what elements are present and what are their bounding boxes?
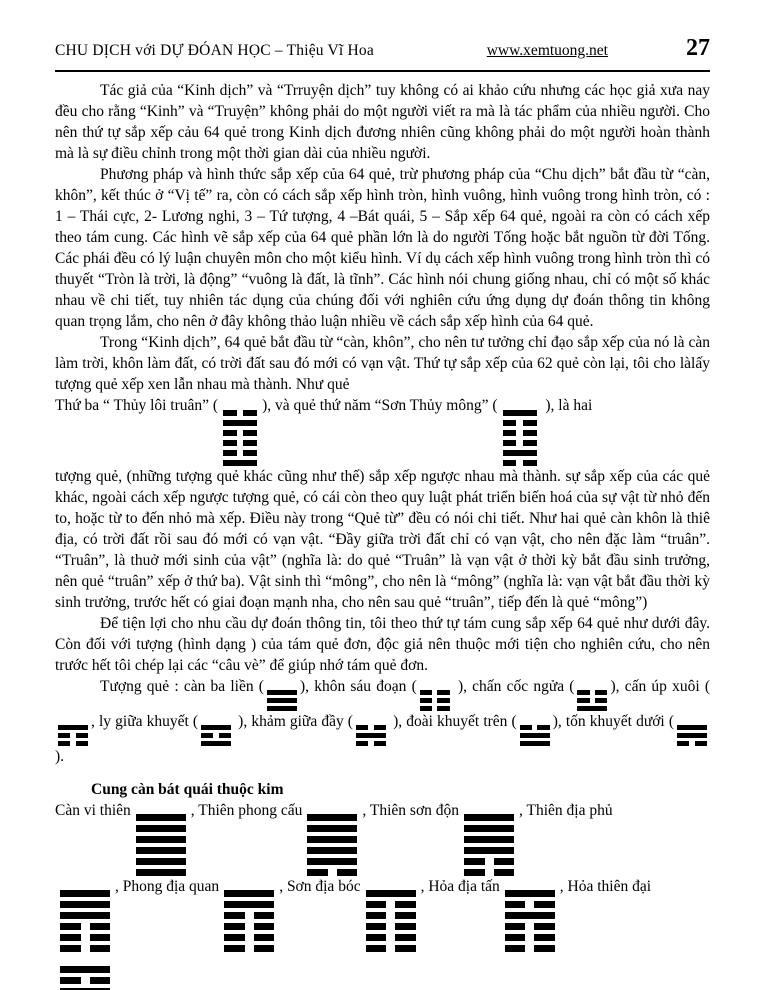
text-fragment: , Sơn địa bóc: [279, 878, 361, 895]
text-fragment: , Thiên phong cấu: [190, 802, 303, 819]
trigram-kham: [356, 725, 386, 746]
text-fragment: , Thiên địa phủ: [519, 802, 613, 819]
trigram-doai: [520, 725, 550, 746]
page-header: [55, 35, 710, 61]
header-divider: [55, 70, 710, 72]
text-fragment: Tượng quẻ : càn ba liền (: [100, 678, 264, 695]
sentence-trigram-rhyme: [55, 676, 710, 767]
hexagram-thuy-loi-truan: [223, 410, 257, 466]
text-fragment: , Phong địa quan: [115, 878, 220, 895]
text-fragment: , ly giữa khuyết (: [91, 713, 199, 730]
website-link[interactable]: www.xemtuong.net: [486, 42, 608, 59]
paragraph-qua-images: tượng quẻ, (những tượng quẻ khác cũng như thế) sắp xếp ngược nhau mà thành. sự sắp xếp của các quẻ khác, ngoài cách xếp ngược tượng quẻ, có cái còn theo quy luật phát triển biến hoá của sự vật từ nhỏ đến to, hoặc từ to đến nhỏ mà xếp. Điều này trong “Quẻ từ” đều có nói chi tiết. Như hai quẻ càn khôn là thiê địa, có trời đất rồi sau đó mới có vạn vật. “Đầy giữa trời đất chỉ có vạn vật, cho nên đặc làm “truân”. “Truân”, là thuở mới sinh của vật” (nghĩa là: do quẻ “Truân” là vạn vật ở thời kỳ bắt đầu sinh trưởng, nên quẻ “truân” xếp ở thứ ba). Vật sinh thì “mông”, cho nên là “mông” (nghĩa là: vạn vật bắt đầu thời kỳ sinh trưởng, trước hết có giai đoạn mạnh nha, cho nên sau quẻ “truân”, tiếp đến là quẻ “mông”): [55, 468, 710, 611]
hexagram-son-dia-boc: [366, 890, 416, 952]
book-title: CHU DỊCH với DỰ ĐÓAN HỌC – Thiệu Vĩ Hoa: [55, 42, 374, 59]
text-fragment: ), tốn khuyết dưới (: [552, 713, 674, 730]
text-fragment: ), là hai: [541, 397, 593, 414]
hexagram-hoa-thien-dai-huu: [60, 966, 110, 990]
section-heading-can-palace: Cung càn bát quái thuộc kim: [91, 781, 284, 798]
text-fragment: ).: [55, 748, 65, 765]
can-palace-line-3: [55, 952, 710, 990]
text-fragment: Càn vi thiên: [55, 802, 131, 819]
hexagram-thien-son-don: [464, 814, 514, 876]
can-palace-line-1: [55, 800, 710, 876]
can-palace-line-2: [55, 876, 710, 952]
text-fragment: ), và quẻ thứ năm “Sơn Thủy mông” (: [262, 397, 498, 414]
trigram-chan: [577, 690, 607, 711]
trigram-ton: [677, 725, 707, 746]
hexagram-hoa-dia-tan: [505, 890, 555, 952]
text-fragment: ), chấn cốc ngửa (: [452, 678, 575, 695]
text-fragment: ), cấn úp xuôi (: [610, 678, 711, 695]
hexagram-phong-dia-quan: [224, 890, 274, 952]
trigram-ly: [201, 725, 231, 746]
hexagram-son-thuy-mong: [503, 410, 537, 466]
text-fragment: , Hỏa thiên đại: [559, 878, 652, 895]
text-fragment: , Hỏa địa tấn: [420, 878, 500, 895]
text-fragment: ), khảm giữa đầy (: [234, 713, 353, 730]
page-number: 27: [686, 35, 710, 61]
trigram-khon: [420, 690, 450, 711]
text-fragment: ), khôn sáu đoạn (: [299, 678, 417, 695]
paragraph-arrangement-methods: Phương pháp và hình thức sắp xếp của 64 quẻ, trừ phương pháp của “Chu dịch” bắt đầu từ “càn, khôn”, kết thúc ở “Vị tế” ra, còn có cách sắp xếp hình tròn, hình vuông, hình vuông trong hình tròn, có : 1 – Thái cực, 2- Lương nghi, 3 – Tứ tượng, 4 –Bát quái, 5 – Sắp xếp 64 quẻ, ngoài ra còn có cách xếp theo tám cung. Các hình vẽ sắp xếp của 64 quẻ phần lớn là do người Tống hoặc bắt nguồn từ đời Tống. Các phái đều có lý luận chuyên môn cho một kiểu hình. Ví dụ cách xếp hình vuông trong hình tròn thì có thuyết “Tròn là trời, là động” “vuông là đất, là tĩnh”. Các hình nói chung giống nhau, chỉ có một số khác nhau về chi tiết, tuy nhiên tác dụng của chúng đối với nghiên cứu ứng dụng dự đoán thông tin không quan trọng lắm, cho nên ở đây không thảo luận nhiều về cách sắp xếp hình của 64 quẻ.: [55, 166, 710, 330]
trigram-can: [267, 690, 297, 711]
text-fragment: , Thiên sơn độn: [362, 802, 460, 819]
sentence-zhun-meng: [55, 395, 710, 466]
paragraph-kinh-dich-order: Trong “Kinh dịch”, 64 quẻ bắt đầu từ “càn, khôn”, cho nên tư tưởng chỉ đạo sắp xếp của nó là càn làm trời, khôn làm đất, có trời đất sau đó mới có vạn vật. Thứ tự sắp xếp của 62 quẻ còn lại, tôi cho làlấy tượng quẻ xếp xen lẫn nhau mà thành. Như quẻ: [55, 334, 710, 393]
trigram-can-gen: [58, 725, 88, 746]
hexagram-thien-phong-cau: [307, 814, 357, 876]
text-fragment: Thứ ba “ Thủy lôi truân” (: [55, 397, 219, 414]
text-fragment: ), đoài khuyết trên (: [388, 713, 517, 730]
paragraph-eight-palaces: Để tiện lợi cho nhu cầu dự đoán thông tin, tôi theo thứ tự tám cung sắp xếp 64 quẻ như dưới đây. Còn đối với tượng (hình dạng ) của tám quẻ đơn, độc giả nên thuộc mới tiện cho nghiên cứu, cho nên trước hết tôi chép lại các “câu vè” để giúp nhớ tám quẻ đơn.: [55, 615, 710, 674]
hexagram-thien-dia-phu: [60, 890, 110, 952]
hexagram-can-vi-thien: [136, 814, 186, 876]
paragraph-authors: Tác giả của “Kinh dịch” và “Trruyện dịch” tuy không có ai khảo cứu nhưng các học giả xưa nay đều cho rằng “Kinh” và “Truyện” không phải do một người viết ra mà là tác phẩm của nhiều người. Cho nên thứ tự sắp xếp cảu 64 quẻ trong Kinh dịch đương nhiên cũng không phải do một người hoàn thành mà là sự điều chỉnh trong một thời gian dài của nhiều người.: [55, 82, 710, 162]
